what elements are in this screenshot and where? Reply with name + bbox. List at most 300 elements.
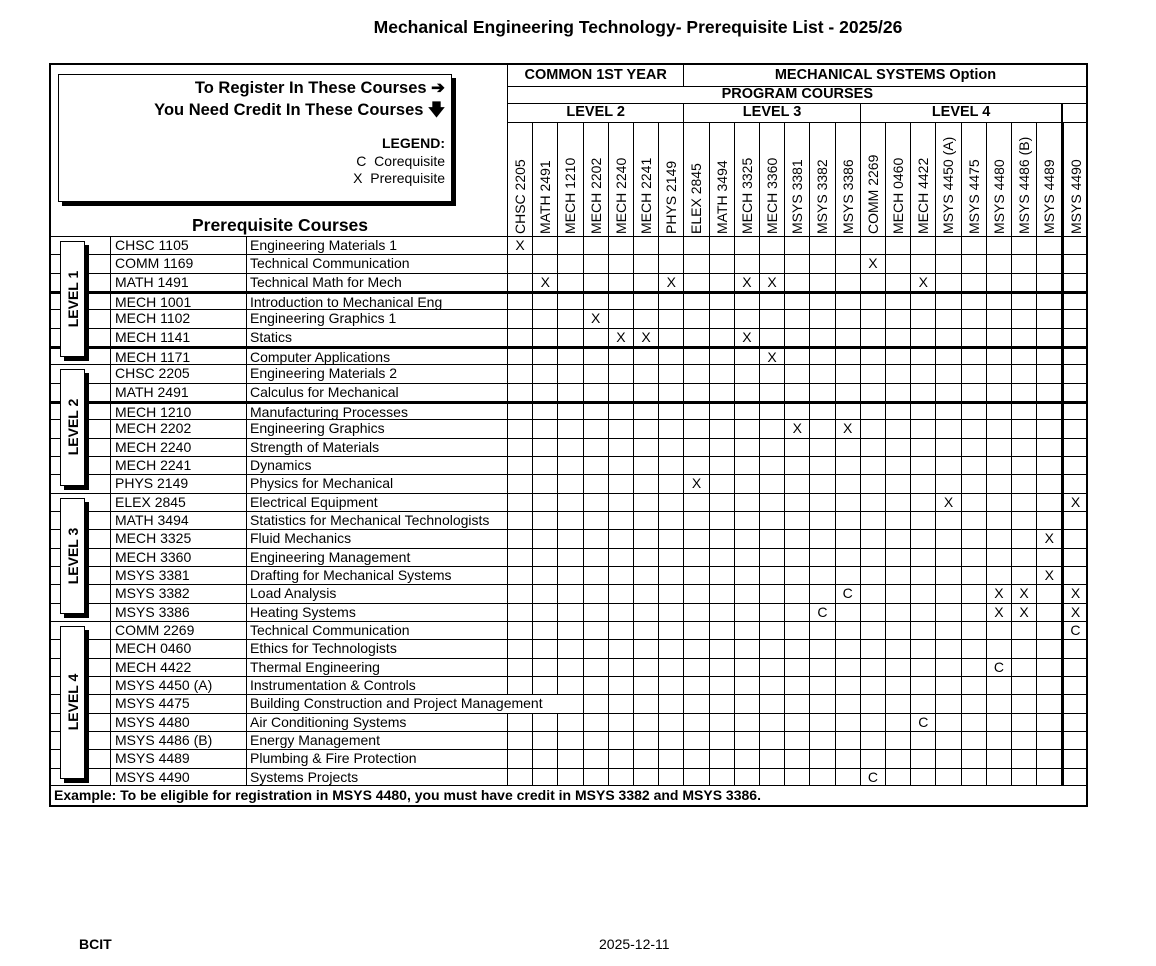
matrix-cell [734, 530, 759, 547]
matrix-cell [633, 622, 658, 639]
table-row [51, 529, 1086, 547]
matrix-cell [784, 329, 809, 346]
matrix-cell [860, 475, 885, 492]
matrix-cell [507, 750, 532, 767]
matrix-cell: X [1036, 567, 1061, 584]
matrix-cell [809, 750, 834, 767]
matrix-cell [961, 640, 986, 657]
matrix-cell [734, 604, 759, 621]
level-label: LEVEL 1 [64, 270, 81, 328]
matrix-cell [1036, 457, 1061, 474]
matrix-cell: X [835, 420, 860, 437]
matrix-cell [759, 365, 784, 382]
matrix-cell: X [1011, 585, 1036, 602]
matrix-cell [734, 585, 759, 602]
matrix-cell [860, 294, 885, 309]
matrix-cell [683, 255, 708, 272]
matrix-cell [608, 294, 633, 309]
course-name: Electrical Equipment [246, 494, 507, 511]
matrix-cell [1011, 365, 1036, 382]
matrix-cell [507, 549, 532, 566]
matrix-cell [683, 549, 708, 566]
matrix-cell [1036, 384, 1061, 401]
course-name: Manufacturing Processes [246, 404, 507, 419]
matrix-cell: X [1061, 494, 1086, 511]
matrix-cell [734, 512, 759, 529]
matrix-cell [633, 750, 658, 767]
matrix-cell [910, 384, 935, 401]
matrix-cell [507, 659, 532, 676]
matrix-cell [683, 274, 708, 291]
matrix-cell [986, 695, 1011, 712]
matrix-cell [860, 384, 885, 401]
matrix-cell [759, 494, 784, 511]
example-note: Example: To be eligible for registration in MSYS 4480, you must have credit in MSYS 3382 and MSYS 3386. [51, 785, 1086, 805]
matrix-cell [1061, 567, 1086, 584]
matrix-cell [759, 567, 784, 584]
matrix-cell [608, 640, 633, 657]
matrix-cell [557, 475, 582, 492]
matrix-cell [961, 732, 986, 749]
matrix-cell [532, 732, 557, 749]
matrix-cell [507, 420, 532, 437]
column-header-label: MSYS 3386 [839, 159, 856, 234]
matrix-cell [809, 274, 834, 291]
matrix-cell [935, 384, 960, 401]
matrix-cell [860, 494, 885, 511]
matrix-cell [835, 512, 860, 529]
matrix-cell [1061, 512, 1086, 529]
matrix-cell [885, 512, 910, 529]
matrix-cell [961, 420, 986, 437]
table-row [51, 713, 1086, 731]
matrix-cell [658, 475, 683, 492]
matrix-cell [1061, 732, 1086, 749]
matrix-cell [658, 549, 683, 566]
matrix-cell [1011, 530, 1036, 547]
level-group-label [60, 626, 85, 779]
matrix-cell [885, 604, 910, 621]
matrix-cell [608, 549, 633, 566]
table-row [51, 383, 1086, 401]
matrix-cell [935, 420, 960, 437]
matrix-cell [910, 349, 935, 364]
matrix-cell [759, 549, 784, 566]
course-name: Engineering Materials 2 [246, 365, 507, 382]
matrix-cell [784, 732, 809, 749]
matrix-cell [709, 294, 734, 309]
matrix-cell [935, 237, 960, 254]
matrix-cell [759, 659, 784, 676]
matrix-cell [709, 750, 734, 767]
matrix-cell [532, 255, 557, 272]
matrix-cell [683, 640, 708, 657]
matrix-cell [532, 659, 557, 676]
matrix-cell: X [658, 274, 683, 291]
matrix-cell [608, 585, 633, 602]
matrix-cell [961, 585, 986, 602]
matrix-cell [860, 237, 885, 254]
matrix-cell [608, 494, 633, 511]
table-row [51, 658, 1086, 676]
matrix-cell [935, 457, 960, 474]
matrix-cell [935, 769, 960, 786]
matrix-cell [709, 310, 734, 327]
matrix-cell [759, 439, 784, 456]
course-name: Strength of Materials [246, 439, 507, 456]
matrix-cell [608, 457, 633, 474]
matrix-cell [507, 457, 532, 474]
matrix-cell [1061, 420, 1086, 437]
matrix-cell [557, 439, 582, 456]
matrix-cell [809, 530, 834, 547]
matrix-cell [583, 604, 608, 621]
matrix-cell [1036, 494, 1061, 511]
matrix-cell [633, 677, 658, 694]
matrix-cell [709, 732, 734, 749]
matrix-cell [986, 769, 1011, 786]
matrix-cell [583, 384, 608, 401]
course-code: PHYS 2149 [110, 475, 246, 492]
matrix-cell [532, 329, 557, 346]
matrix-cell [784, 237, 809, 254]
legend-title: LEGEND: [382, 135, 445, 151]
matrix-cell [910, 439, 935, 456]
matrix-cell [961, 274, 986, 291]
matrix-cell [885, 750, 910, 767]
matrix-cell [835, 384, 860, 401]
matrix-cell [910, 329, 935, 346]
matrix-cell [809, 310, 834, 327]
column-header [885, 123, 910, 236]
column-header [910, 123, 935, 236]
matrix-cell: X [986, 604, 1011, 621]
course-code: MECH 1141 [110, 329, 246, 346]
level-label: LEVEL 4 [64, 674, 81, 731]
matrix-cell [709, 659, 734, 676]
matrix-cell [1061, 365, 1086, 382]
course-code: CHSC 2205 [110, 365, 246, 382]
matrix-cell [784, 274, 809, 291]
matrix-cell [809, 567, 834, 584]
matrix-cell [734, 732, 759, 749]
matrix-cell [633, 530, 658, 547]
course-code: MATH 3494 [110, 512, 246, 529]
course-name: Fluid Mechanics [246, 530, 507, 547]
course-name: Technical Communication [246, 255, 507, 272]
column-header [784, 123, 809, 236]
arrow-down-icon: 🡇 [428, 101, 445, 119]
matrix-cell [1036, 404, 1061, 419]
course-code: MSYS 3382 [110, 585, 246, 602]
matrix-cell: X [1011, 604, 1036, 621]
matrix-cell [1011, 294, 1036, 309]
matrix-cell [910, 530, 935, 547]
matrix-cell [683, 659, 708, 676]
matrix-cell [759, 714, 784, 731]
matrix-cell [532, 439, 557, 456]
matrix-cell [835, 659, 860, 676]
column-header [658, 123, 683, 236]
matrix-cell [1011, 310, 1036, 327]
matrix-cell [709, 494, 734, 511]
course-name: Ethics for Technologists [246, 640, 507, 657]
course-code: MECH 2241 [110, 457, 246, 474]
column-header [759, 123, 784, 236]
matrix-cell [734, 494, 759, 511]
matrix-cell [961, 294, 986, 309]
matrix-cell [1036, 420, 1061, 437]
matrix-cell [935, 404, 960, 419]
matrix-cell [658, 512, 683, 529]
matrix-cell [784, 750, 809, 767]
matrix-cell [734, 420, 759, 437]
matrix-cell [1061, 769, 1086, 786]
matrix-cell [557, 274, 582, 291]
matrix-cell [557, 494, 582, 511]
matrix-cell [835, 714, 860, 731]
matrix-cell [986, 439, 1011, 456]
matrix-cell [809, 640, 834, 657]
matrix-cell [658, 365, 683, 382]
matrix-cell: X [1036, 530, 1061, 547]
matrix-cell [734, 475, 759, 492]
column-header [1036, 123, 1061, 236]
column-header-label: MECH 2241 [638, 157, 654, 234]
matrix-cell [583, 439, 608, 456]
matrix-cell [683, 310, 708, 327]
matrix-cell [910, 732, 935, 749]
matrix-cell [1061, 475, 1086, 492]
credit-text: You Need Credit In These Courses [154, 101, 424, 119]
matrix-cell [683, 404, 708, 419]
matrix-cell [532, 310, 557, 327]
matrix-cell [986, 567, 1011, 584]
matrix-cell [961, 349, 986, 364]
matrix-cell [885, 329, 910, 346]
matrix-cell [532, 457, 557, 474]
table-row [51, 364, 1086, 382]
matrix-cell [1011, 475, 1036, 492]
matrix-cell: X [784, 420, 809, 437]
matrix-cell [734, 695, 759, 712]
matrix-cell [835, 404, 860, 419]
matrix-cell [633, 714, 658, 731]
register-text: To Register In These Courses [194, 79, 427, 97]
matrix-cell [1061, 714, 1086, 731]
matrix-cell [910, 512, 935, 529]
column-header-label: MECH 2202 [587, 157, 604, 234]
matrix-cell [935, 695, 960, 712]
matrix-cell [633, 365, 658, 382]
matrix-cell [633, 274, 658, 291]
matrix-cell [532, 237, 557, 254]
matrix-cell [935, 567, 960, 584]
matrix-cell [658, 659, 683, 676]
matrix-cell [1061, 677, 1086, 694]
column-header [709, 123, 734, 236]
matrix-cell [1036, 677, 1061, 694]
matrix-cell [658, 530, 683, 547]
matrix-cell [557, 750, 582, 767]
matrix-cell [1061, 640, 1086, 657]
matrix-cell [986, 457, 1011, 474]
matrix-cell [1036, 310, 1061, 327]
matrix-cell [961, 530, 986, 547]
column-header-label: MATH 2491 [537, 160, 554, 234]
matrix-cell [734, 439, 759, 456]
course-name: Introduction to Mechanical Eng [246, 294, 507, 309]
legend-box [58, 74, 452, 202]
matrix-cell [860, 530, 885, 547]
matrix-cell [835, 622, 860, 639]
matrix-cell [986, 237, 1011, 254]
matrix-cell [986, 384, 1011, 401]
matrix-cell [860, 659, 885, 676]
matrix-cell [532, 404, 557, 419]
matrix-cell [885, 420, 910, 437]
prerequisite-table [49, 63, 1088, 807]
matrix-cell [507, 494, 532, 511]
course-code: MECH 1171 [110, 349, 246, 364]
matrix-cell [1011, 677, 1036, 694]
matrix-cell [633, 384, 658, 401]
matrix-cell [683, 294, 708, 309]
matrix-cell [885, 622, 910, 639]
matrix-cell [961, 310, 986, 327]
matrix-cell [1036, 549, 1061, 566]
course-code: MSYS 4489 [110, 750, 246, 767]
course-name: Engineering Management [246, 549, 507, 566]
matrix-cell [835, 349, 860, 364]
matrix-cell [658, 640, 683, 657]
matrix-cell [935, 677, 960, 694]
table-row [51, 548, 1086, 566]
column-header-label: MSYS 4490 [1068, 159, 1085, 234]
matrix-cell [784, 384, 809, 401]
column-header [734, 123, 759, 236]
level-label: LEVEL 3 [64, 527, 81, 585]
matrix-cell: X [1061, 604, 1086, 621]
matrix-cell [759, 732, 784, 749]
matrix-cell [759, 530, 784, 547]
matrix-cell [910, 677, 935, 694]
matrix-cell [608, 384, 633, 401]
matrix-cell [759, 404, 784, 419]
course-code: MSYS 3386 [110, 604, 246, 621]
matrix-cell [532, 475, 557, 492]
matrix-cell [608, 677, 633, 694]
matrix-cell [835, 604, 860, 621]
matrix-cell [935, 439, 960, 456]
matrix-cell [734, 714, 759, 731]
matrix-cell [1036, 237, 1061, 254]
column-header [633, 123, 658, 236]
matrix-cell [910, 365, 935, 382]
table-row [51, 291, 1086, 309]
matrix-cell [935, 659, 960, 676]
matrix-cell [583, 255, 608, 272]
header-band-level-3: LEVEL 3 [683, 104, 859, 123]
matrix-cell [1036, 695, 1061, 712]
course-name: Air Conditioning Systems [246, 714, 507, 731]
matrix-cell [809, 384, 834, 401]
matrix-cell [784, 714, 809, 731]
matrix-cell [885, 567, 910, 584]
course-name: Computer Applications [246, 349, 507, 364]
matrix-cell [784, 475, 809, 492]
course-code: MSYS 4486 (B) [110, 732, 246, 749]
matrix-cell [885, 365, 910, 382]
matrix-cell [784, 494, 809, 511]
matrix-cell [557, 585, 582, 602]
matrix-cell [633, 349, 658, 364]
matrix-cell [1061, 549, 1086, 566]
matrix-cell [784, 530, 809, 547]
matrix-cell [1036, 714, 1061, 731]
column-header-label: COMM 2269 [864, 154, 881, 234]
column-header-label: ELEX 2845 [688, 163, 705, 234]
matrix-cell [935, 714, 960, 731]
matrix-cell [809, 732, 834, 749]
matrix-cell [557, 329, 582, 346]
matrix-cell [532, 349, 557, 364]
matrix-cell [658, 420, 683, 437]
matrix-cell [759, 512, 784, 529]
matrix-cell [583, 457, 608, 474]
matrix-cell [583, 585, 608, 602]
column-header-label: MSYS 4450 (A) [940, 136, 957, 234]
matrix-cell [583, 640, 608, 657]
course-code: ELEX 2845 [110, 494, 246, 511]
matrix-cell [1011, 237, 1036, 254]
matrix-cell [507, 567, 532, 584]
matrix-cell [658, 695, 683, 712]
matrix-cell [759, 384, 784, 401]
matrix-cell [507, 349, 532, 364]
matrix-cell [608, 274, 633, 291]
course-code: MECH 3325 [110, 530, 246, 547]
course-code: MECH 1001 [110, 294, 246, 309]
matrix-cell [759, 420, 784, 437]
matrix-cell [557, 549, 582, 566]
matrix-cell [734, 457, 759, 474]
matrix-cell [683, 750, 708, 767]
matrix-cell [583, 349, 608, 364]
matrix-cell [986, 494, 1011, 511]
matrix-cell [1061, 695, 1086, 712]
legend-corequisite: C Corequisite [356, 153, 445, 169]
matrix-cell [784, 549, 809, 566]
matrix-cell [935, 349, 960, 364]
course-name: Building Construction and Project Management [246, 695, 583, 712]
matrix-cell [658, 622, 683, 639]
matrix-cell [583, 530, 608, 547]
matrix-cell: X [734, 329, 759, 346]
matrix-cell [784, 640, 809, 657]
course-name: Thermal Engineering [246, 659, 507, 676]
matrix-cell [1061, 329, 1086, 346]
matrix-cell [809, 475, 834, 492]
matrix-cell [835, 457, 860, 474]
matrix-cell [961, 512, 986, 529]
matrix-cell [784, 677, 809, 694]
matrix-cell [860, 549, 885, 566]
matrix-cell [885, 349, 910, 364]
matrix-cell [507, 365, 532, 382]
matrix-cell [608, 237, 633, 254]
column-header [532, 123, 557, 236]
